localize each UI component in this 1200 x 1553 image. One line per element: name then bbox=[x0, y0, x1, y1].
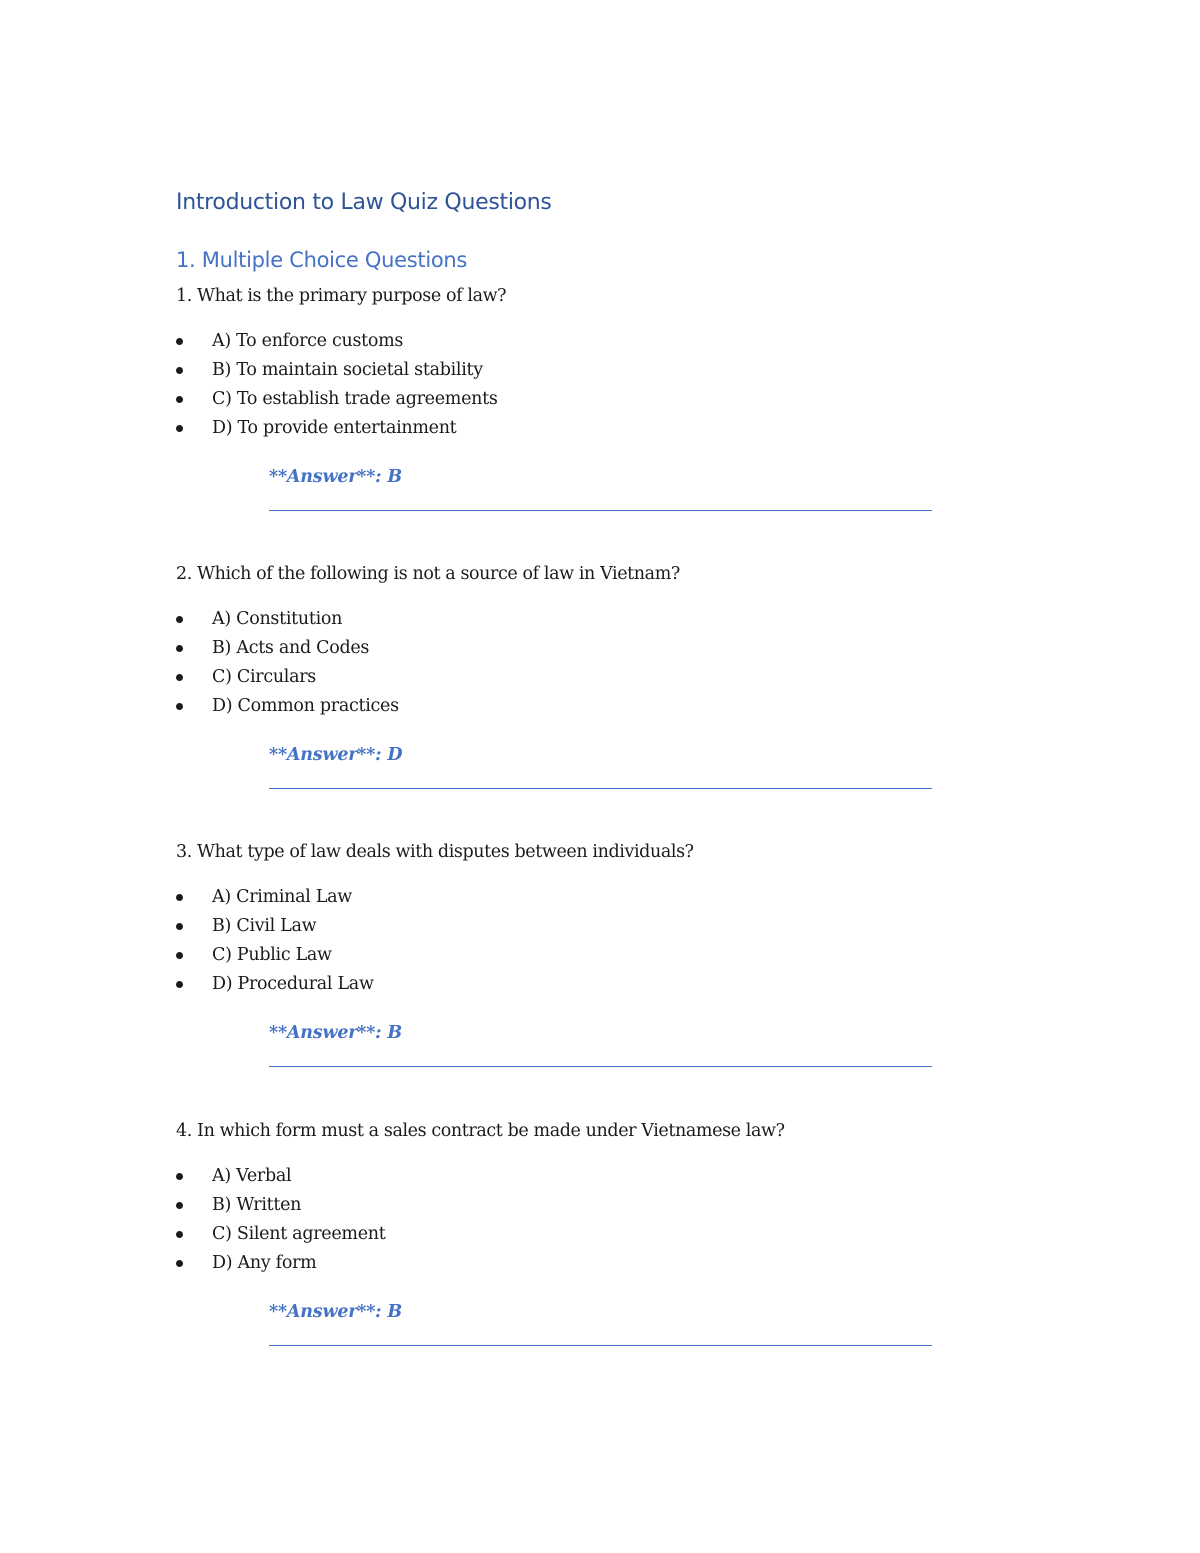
option-label: B) To maintain societal stability bbox=[212, 360, 483, 380]
option-list bbox=[176, 605, 996, 721]
option-item bbox=[176, 414, 996, 443]
bullet-icon bbox=[176, 1231, 183, 1238]
option-label: A) Verbal bbox=[212, 1166, 292, 1186]
question-block bbox=[176, 559, 996, 789]
bullet-icon bbox=[176, 396, 183, 403]
question-block bbox=[176, 281, 996, 511]
bullet-icon bbox=[176, 1202, 183, 1209]
option-label: B) Acts and Codes bbox=[212, 638, 370, 658]
answer-text: **Answer**: B bbox=[269, 467, 402, 487]
option-item bbox=[176, 385, 996, 414]
divider-line bbox=[269, 788, 932, 789]
option-label: A) To enforce customs bbox=[212, 331, 404, 351]
answer-text: **Answer**: B bbox=[269, 1302, 402, 1322]
option-item bbox=[176, 692, 996, 721]
bullet-icon bbox=[176, 367, 183, 374]
bullet-icon bbox=[176, 645, 183, 652]
bullet-icon bbox=[176, 894, 183, 901]
option-list bbox=[176, 883, 996, 999]
option-label: D) Common practices bbox=[212, 696, 399, 716]
bullet-icon bbox=[176, 1260, 183, 1267]
divider-line bbox=[269, 510, 932, 511]
option-list bbox=[176, 327, 996, 443]
option-label: C) Silent agreement bbox=[212, 1224, 386, 1244]
option-label: D) Procedural Law bbox=[212, 974, 374, 994]
question-block bbox=[176, 837, 996, 1067]
option-item bbox=[176, 1162, 996, 1191]
option-label: D) Any form bbox=[212, 1253, 317, 1273]
bullet-icon bbox=[176, 703, 183, 710]
option-item bbox=[176, 941, 996, 970]
option-item bbox=[176, 1220, 996, 1249]
question-block bbox=[176, 1116, 996, 1346]
bullet-icon bbox=[176, 616, 183, 623]
question-text: 2. Which of the following is not a source of law in Vietnam? bbox=[176, 564, 680, 584]
option-item bbox=[176, 634, 996, 663]
document-title: Introduction to Law Quiz Questions bbox=[176, 190, 552, 215]
option-item bbox=[176, 605, 996, 634]
option-item bbox=[176, 663, 996, 692]
option-label: D) To provide entertainment bbox=[212, 418, 457, 438]
option-list bbox=[176, 1162, 996, 1278]
bullet-icon bbox=[176, 923, 183, 930]
divider-line bbox=[269, 1066, 932, 1067]
answer-text: **Answer**: D bbox=[269, 745, 403, 765]
bullet-icon bbox=[176, 952, 183, 959]
option-label: A) Criminal Law bbox=[212, 887, 352, 907]
bullet-icon bbox=[176, 674, 183, 681]
option-label: A) Constitution bbox=[212, 609, 343, 629]
option-label: B) Written bbox=[212, 1195, 302, 1215]
bullet-icon bbox=[176, 981, 183, 988]
option-label: C) Circulars bbox=[212, 667, 316, 687]
question-text: 1. What is the primary purpose of law? bbox=[176, 286, 507, 306]
bullet-icon bbox=[176, 338, 183, 345]
option-label: B) Civil Law bbox=[212, 916, 317, 936]
question-text: 4. In which form must a sales contract be made under Vietnamese law? bbox=[176, 1121, 785, 1141]
option-item bbox=[176, 970, 996, 999]
section-heading: 1. Multiple Choice Questions bbox=[176, 248, 468, 272]
option-item bbox=[176, 356, 996, 385]
option-item bbox=[176, 1249, 996, 1278]
answer-text: **Answer**: B bbox=[269, 1023, 402, 1043]
option-item bbox=[176, 327, 996, 356]
option-label: C) To establish trade agreements bbox=[212, 389, 498, 409]
option-item bbox=[176, 912, 996, 941]
bullet-icon bbox=[176, 425, 183, 432]
option-item bbox=[176, 1191, 996, 1220]
option-label: C) Public Law bbox=[212, 945, 332, 965]
question-text: 3. What type of law deals with disputes between individuals? bbox=[176, 842, 694, 862]
bullet-icon bbox=[176, 1173, 183, 1180]
option-item bbox=[176, 883, 996, 912]
divider-line bbox=[269, 1345, 932, 1346]
